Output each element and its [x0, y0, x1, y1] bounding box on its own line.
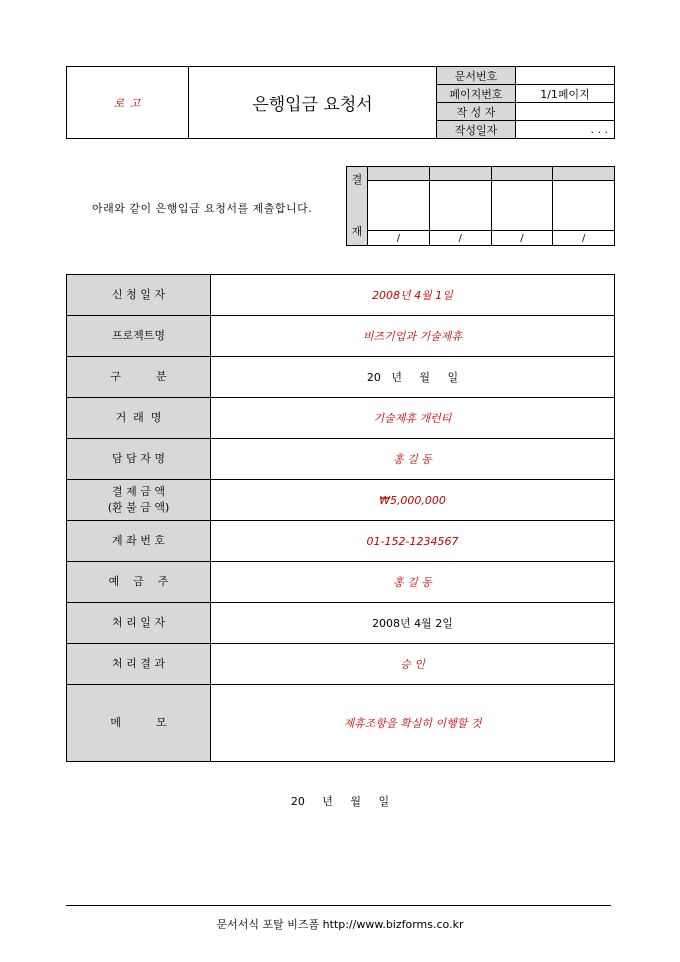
account-number-value[interactable]: 01-152-1234567 — [211, 521, 615, 562]
account-number-label: 계 좌 번 호 — [67, 521, 211, 562]
document-title: 은행입금 요청서 — [189, 67, 437, 139]
approval-sign-cell[interactable] — [368, 180, 430, 231]
approval-date-cell[interactable]: / — [429, 231, 491, 246]
account-holder-label: 예 금 주 — [67, 562, 211, 603]
memo-label: 메 모 — [67, 685, 211, 762]
apply-date-label: 신 청 일 자 — [67, 275, 211, 316]
process-date-value[interactable]: 2008년 4월 2일 — [211, 603, 615, 644]
transaction-name-value[interactable]: 기술제휴 개런티 — [211, 398, 615, 439]
date-label: 작성일자 — [437, 121, 516, 139]
logo-placeholder: 로 고 — [67, 67, 189, 139]
approval-side-bottom: 재 — [351, 225, 363, 238]
approval-date-cell[interactable]: / — [491, 231, 553, 246]
approval-side-label — [347, 167, 368, 246]
refund-amount-label-line2: (환 불 금 액) — [107, 501, 170, 514]
person-in-charge-value[interactable]: 홍 길 동 — [211, 439, 615, 480]
author-label: 작 성 자 — [437, 103, 516, 121]
footer-divider — [66, 905, 611, 906]
doc-no-label: 문서번호 — [437, 67, 516, 85]
memo-value[interactable]: 제휴조항을 확실히 이행할 것 — [211, 685, 615, 762]
payment-amount-label — [67, 480, 211, 521]
project-name-label: 프로젝트명 — [67, 316, 211, 357]
approval-title-cell[interactable] — [553, 167, 615, 181]
process-result-label: 처 리 결 과 — [67, 644, 211, 685]
doc-no-value[interactable] — [516, 67, 615, 85]
approval-box — [346, 166, 615, 246]
approval-title-cell[interactable] — [429, 167, 491, 181]
category-value[interactable]: 20 년 월 일 — [211, 357, 615, 398]
process-result-value[interactable]: 승 인 — [211, 644, 615, 685]
footer-text: 문서서식 포탈 비즈폼 http://www.bizforms.co.kr — [216, 918, 464, 931]
request-form-table — [66, 274, 615, 762]
page-no-label: 페이지번호 — [437, 85, 516, 103]
payment-amount-value[interactable]: ₩5,000,000 — [211, 480, 615, 521]
process-date-label: 처 리 일 자 — [67, 603, 211, 644]
approval-side-top: 결 — [351, 173, 363, 186]
approval-date-cell[interactable]: / — [368, 231, 430, 246]
apply-date-value[interactable]: 2008년 4월 1일 — [211, 275, 615, 316]
approval-sign-cell[interactable] — [491, 180, 553, 231]
transaction-name-label: 거 래 명 — [67, 398, 211, 439]
category-label: 구 분 — [67, 357, 211, 398]
approval-sign-cell[interactable] — [553, 180, 615, 231]
approval-sign-cell[interactable] — [429, 180, 491, 231]
project-name-value[interactable]: 비즈기업과 기술제휴 — [211, 316, 615, 357]
approval-date-cell[interactable]: / — [553, 231, 615, 246]
approval-title-cell[interactable] — [368, 167, 430, 181]
page-no-value: 1/1페이지 — [516, 85, 615, 103]
date-value[interactable]: . . . — [516, 121, 615, 139]
account-holder-value[interactable]: 홍 길 동 — [211, 562, 615, 603]
payment-amount-label-line1: 결 제 금 액 — [112, 485, 165, 498]
approval-title-cell[interactable] — [491, 167, 553, 181]
footer-date[interactable]: 20 년 월 일 — [290, 795, 390, 808]
intro-text: 아래와 같이 은행입금 요청서를 제출합니다. — [92, 202, 313, 215]
author-value[interactable] — [516, 103, 615, 121]
header-table — [66, 66, 615, 139]
person-in-charge-label: 담 담 자 명 — [67, 439, 211, 480]
